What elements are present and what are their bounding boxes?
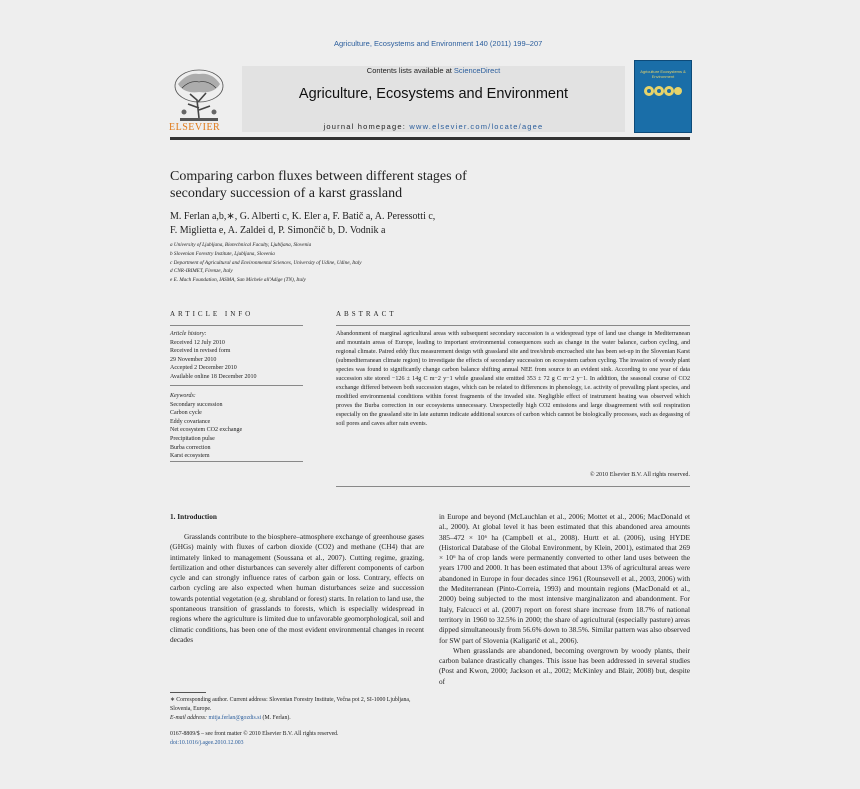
keyword: Carbon cycle — [170, 410, 202, 417]
author-list — [170, 210, 690, 238]
footnote-text: ∗ Corresponding author. Current address: Slovenian Forestry Institute, Večna pot 2, SI-1000 Ljubljana, Slovenia, Europe. — [170, 697, 411, 712]
divider — [170, 461, 303, 462]
intro-paragraph: Grasslands contribute to the biosphere–atmosphere exchange of greenhouse gases (GHGs) mainly with fluxes of carbon dioxide (CO2) and methane (CH4) that are intimately linked to management (Soussana et al., 2007). Cutting regime, grazing, fertilization and other disturbances can severely alter different components of carbon cycle and can strongly influence rates of carbon gain or loss. Contrary, effects on carbon cycling are also expected when human disturbances seize and succession towards potential vegetation (e.g. shrubland or forest) starts. In relation to land use, the spontaneous transition of grasslands to forests, which is especially widespread in regions where the agriculture is limited due to unfavorable geomorphological, soil and climatic conditions, has been one of the most evident environmental changes in recent decades — [170, 532, 424, 644]
elsevier-wordmark: ELSEVIER — [169, 122, 221, 133]
abstract-body: Abandonment of marginal agricultural areas with subsequent secondary succession is a widespread type of land use change in Mediterranean and mountain areas of Europe, leading to important environmental consequences such as change in the water balance, carbon cycling, and regional climate. Paired eddy flux measurement design with grassland site and tree/shrub encroached site has been set-up in the Slovenian Karst (submediterranean climate region) to investigate the effects of secondary succession on ecosystem carbon cycling. The invasion of woody plant species was found to significantly change carbon balance shifting annual NEE from source to an evident sink. According to one year of data succession site stored −126 ± 14g C m−2 y−1 while grassland site emitted 353 ± 72 g C m−2 y−1. In addition, the seasonal course of CO2 exchange differed between both succession stages, which can be related to differences in phenology, i.e. activity of prevailing plant species, and modified environmental conditions within forest fragments of the invaded site. Negligible effect of instrument heating was observed which proves the Burba correction in our ecosystems unnecessary. Unexpectedly high CO2 emissions and large disagreement with soil respiration especially on the grassland site in late autumn indicate additional sources of carbon which cannot be biologically processes, such as degassing of soil pores and caves after rain events. — [336, 331, 690, 428]
homepage-link[interactable]: www.elsevier.com/locate/agee — [409, 122, 544, 131]
issn-line: 0167-8809/$ – see front matter © 2010 Elsevier B.V. All rights reserved. — [170, 731, 339, 737]
corresponding-author-footnote — [170, 696, 424, 723]
article-info-heading: ARTICLE INFO — [170, 310, 254, 318]
contents-line — [242, 66, 625, 75]
keyword: Net ecosystem CO2 exchange — [170, 427, 243, 434]
intro-paragraph: in Europe and beyond (McLauchlan et al., 2006; Mottet et al., 2006; MacDonald et al., 2000). At global level it has been estimated that this abandoned area amounts 385–472 × 10⁶ ha (Campbell et al., 2008). Hurtt et al. (2006), using HYDE (Historical Database of the Global Environment, by Klein, 2001), estimated that 269 × 10⁶ ha of crop lands were permanently converted to other land uses between the years 1700 and 2000. It has been estimated that about 13% of agricultural areas were abandoned in Europe in four decades since 1961 (Rounsevell et al., 2003, 2006) with the Mediterranean (Pinto-Correia, 1993) and mountain regions (MacDonald et al., 2000) being subjected to the most intensive marginalizaton and abandonment. For Italy, Falcucci et al. (2007) report on forest share increase from 18.7% of national territory in 1960 to 32.5% in 2000; the share of agricultural (especially pasture) areas dipped simultaneously from 56.6% down to 38.5%. Similar pattern was also observed for SW part of Slovenia (Kaligarič et al., 2006). — [439, 512, 690, 645]
cover-art-icon — [643, 83, 683, 99]
email-label: E-mail address: — [170, 715, 209, 721]
keywords-label: Keywords: — [170, 393, 196, 399]
intro-column-2 — [439, 512, 690, 687]
footnote-divider — [170, 692, 206, 693]
affiliation: b Slovenian Forestry Institute, Ljubljana, Slovenia — [170, 250, 275, 257]
divider — [336, 325, 690, 326]
keyword: Burba correction — [170, 444, 211, 451]
section-heading-introduction: 1. Introduction — [170, 512, 217, 521]
affiliations — [170, 241, 362, 285]
contents-prefix: Contents lists available at — [366, 66, 454, 75]
intro-column-1 — [170, 532, 424, 645]
history-label: Article history: — [170, 331, 207, 337]
history-item: Available online 18 December 2010 — [170, 373, 257, 380]
keyword: Karst ecosystem — [170, 453, 210, 460]
divider — [170, 385, 303, 386]
authors-line-1: M. Ferlan a,b,∗, G. Alberti c, K. Eler a, F. Batič a, A. Peressotti c, — [170, 211, 436, 222]
authors-line-2: F. Miglietta e, A. Zaldei d, P. Simončič b, D. Vodnik a — [170, 225, 386, 236]
keyword: Precipitation pulse — [170, 435, 215, 442]
homepage-prefix: journal homepage: — [323, 122, 410, 131]
affiliation: d CNR-IBIMET, Firenze, Italy — [170, 268, 233, 275]
doi-link[interactable]: doi:10.1016/j.agee.2010.12.003 — [170, 740, 244, 746]
email-suffix: (M. Ferlan). — [261, 715, 291, 721]
copyright-notice: © 2010 Elsevier B.V. All rights reserved. — [589, 472, 690, 478]
journal-name: Agriculture, Ecosystems and Environment — [298, 86, 569, 102]
history-item: Received in revised form — [170, 348, 231, 355]
history-item: Accepted 2 December 2010 — [170, 365, 237, 372]
cover-title: Agriculture Ecosystems & Environment — [640, 69, 686, 79]
sciencedirect-link[interactable]: ScienceDirect — [453, 66, 501, 75]
footnote-email-line — [170, 714, 424, 723]
intro-paragraph: When grasslands are abandoned, becoming overgrown by woody plants, their carbon balance drastically changes. This issue has been addressed in several studies (Post and Kwon, 2000; Jackson et al., 2002; McKinley and Blair, 2008) but, despite of — [439, 645, 690, 686]
journal-masthead — [242, 66, 625, 132]
history-item: Received 12 July 2010 — [170, 339, 225, 346]
keyword: Secondary succession — [170, 401, 223, 408]
title-line-1: Comparing carbon fluxes between different stages of — [170, 169, 467, 184]
journal-reference[interactable]: Agriculture, Ecosystems and Environment 140 (2011) 199–207 — [334, 39, 543, 48]
affiliation: e E. Mach Foundation, IASMA, San Michele all'Adige (TN), Italy — [170, 277, 306, 284]
article-history — [170, 330, 257, 382]
front-matter — [170, 730, 339, 748]
abstract-heading: ABSTRACT — [336, 310, 397, 318]
affiliation: a University of Ljubljana, Biotechnical Faculty, Ljubljana, Slovenia — [170, 242, 312, 248]
header-divider — [170, 137, 690, 140]
divider — [170, 325, 303, 326]
history-item: 29 November 2010 — [170, 356, 217, 363]
homepage-line — [242, 122, 625, 131]
email-link[interactable]: mitja.ferlan@gozdis.si — [208, 715, 262, 721]
article-title — [170, 168, 467, 202]
affiliation: c Department of Agricultural and Environmental Sciences, University of Udine, Udine, Italy — [170, 259, 362, 266]
journal-cover-image[interactable] — [634, 60, 692, 133]
article-page — [150, 30, 710, 770]
keyword: Eddy covariance — [170, 418, 211, 425]
title-line-2: secondary succession of a karst grassland — [170, 186, 403, 201]
divider — [336, 486, 690, 487]
keywords — [170, 392, 242, 461]
